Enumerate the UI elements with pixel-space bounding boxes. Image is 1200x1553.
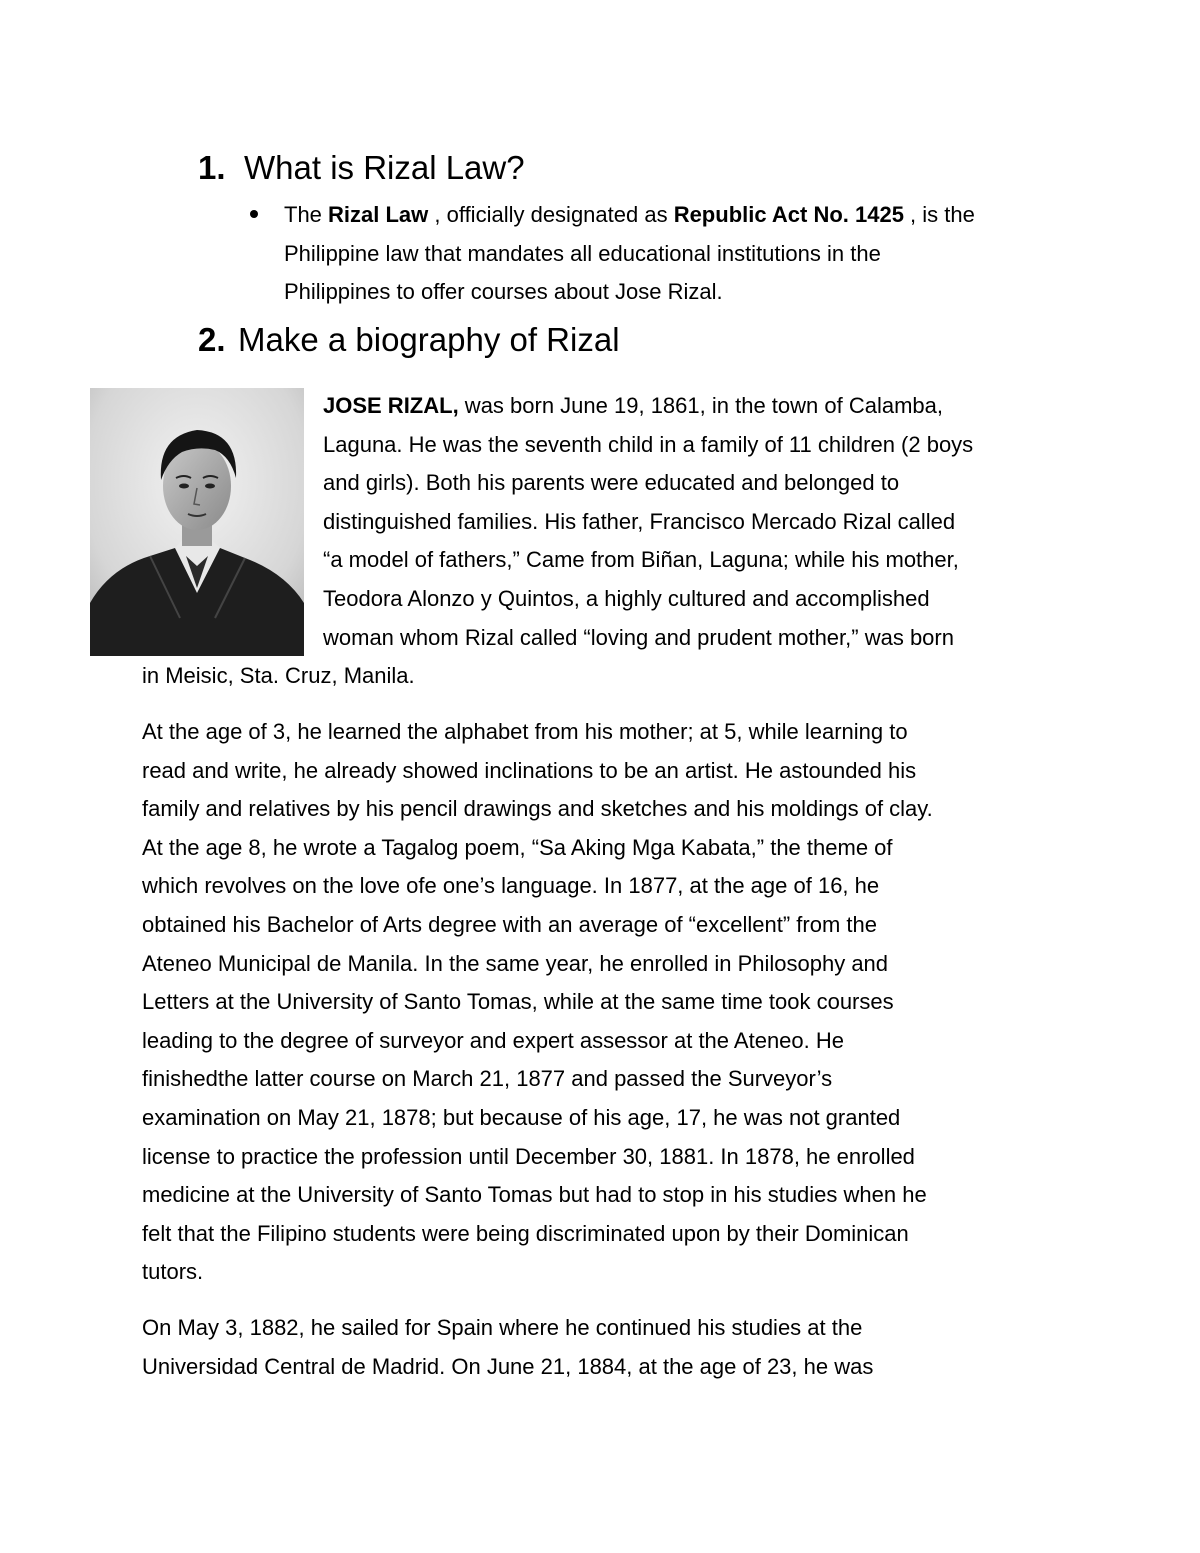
bio-p1-line: Laguna. He was the seventh child in a family of 11 children (2 boys — [323, 431, 974, 457]
bio-p2-line: family and relatives by his pencil drawings and sketches and his moldings of clay. — [142, 796, 933, 822]
bio-name: JOSE RIZAL, — [323, 393, 459, 418]
answer-line-3: Philippines to offer courses about Jose Rizal. — [284, 279, 723, 304]
bio-paragraph-1-tail — [142, 657, 1082, 696]
bio-p1-line: JOSE RIZAL, was born June 19, 1861, in the town of Calamba, — [323, 393, 943, 418]
answer-line-1 — [284, 196, 1084, 235]
question-1-number: 1. — [198, 149, 226, 186]
bio-p2-line: read and write, he already showed inclinations to be an artist. He astounded his — [142, 757, 917, 783]
bio-p1-line: and girls). Both his parents were educated and belonged to — [323, 470, 900, 496]
bio-paragraph-3 — [142, 1309, 1062, 1386]
question-1-heading — [198, 148, 525, 188]
answer-line-2: Philippine law that mandates all educational institutions in the — [284, 240, 881, 266]
bio-p1-line: woman whom Rizal called “loving and prudent mother,” was born — [323, 624, 954, 650]
republic-act-term: Republic Act No. 1425 — [673, 202, 904, 227]
bio-paragraph-1 — [323, 387, 1083, 657]
answer-text-the: The — [284, 202, 329, 227]
bio-p1-line: “a model of fathers,” Came from Biñan, Laguna; while his mother, — [323, 547, 959, 573]
bio-p2-line: which revolves on the love ofe one’s language. In 1877, at the age of 16, he — [142, 873, 880, 899]
bio-p2-line: obtained his Bachelor of Arts degree with an average of “excellent” from the — [142, 911, 877, 937]
bio-p2-line: license to practice the profession until December 30, 1881. In 1878, he enrolled — [142, 1143, 915, 1169]
bio-p2-line: finishedthe latter course on March 21, 1877 and passed the Surveyor’s — [142, 1066, 833, 1092]
bio-p2-line: felt that the Filipino students were being discriminated upon by their Dominican — [142, 1220, 909, 1246]
question-1-answer — [284, 196, 1084, 312]
bio-p2-line: leading to the degree of surveyor and expert assessor at the Ateneo. He — [142, 1027, 845, 1053]
bio-p2-line: At the age 8, he wrote a Tagalog poem, “Sa Aking Mga Kabata,” the theme of — [142, 834, 893, 860]
bullet-icon — [250, 210, 258, 218]
bio-p1-line: distinguished families. His father, Francisco Mercado Rizal called — [323, 508, 956, 534]
bio-p2-line: tutors. — [142, 1259, 204, 1285]
bio-p1-line: Teodora Alonzo y Quintos, a highly cultured and accomplished — [323, 585, 930, 611]
answer-text-mid: , officially designated as — [428, 202, 674, 227]
bio-p2-line: At the age of 3, he learned the alphabet from his mother; at 5, while learning to — [142, 719, 908, 744]
bio-p3-line: On May 3, 1882, he sailed for Spain where he continued his studies at the — [142, 1315, 863, 1340]
bio-p2-line: Ateneo Municipal de Manila. In the same year, he enrolled in Philosophy and — [142, 950, 889, 976]
answer-text-line1-end: , is the — [903, 202, 975, 227]
bio-p2-line: medicine at the University of Santo Tomas but had to stop in his studies when he — [142, 1182, 927, 1208]
bio-p1-line: in Meisic, Sta. Cruz, Manila. — [142, 663, 415, 688]
bio-paragraph-2 — [142, 713, 1062, 1292]
question-2-heading — [198, 320, 620, 360]
question-1-title: What is Rizal Law? — [244, 149, 525, 186]
question-2-title: Make a biography of Rizal — [238, 321, 620, 358]
question-2-number: 2. — [198, 321, 226, 358]
bio-p2-line: examination on May 21, 1878; but because of his age, 17, he was not granted — [142, 1104, 901, 1130]
bio-p2-line: Letters at the University of Santo Tomas, while at the same time took courses — [142, 989, 894, 1015]
rizal-law-term: Rizal Law — [328, 202, 429, 227]
rizal-portrait-image — [90, 388, 304, 656]
bio-p3-line: Universidad Central de Madrid. On June 21, 1884, at the age of 23, he was — [142, 1353, 874, 1379]
